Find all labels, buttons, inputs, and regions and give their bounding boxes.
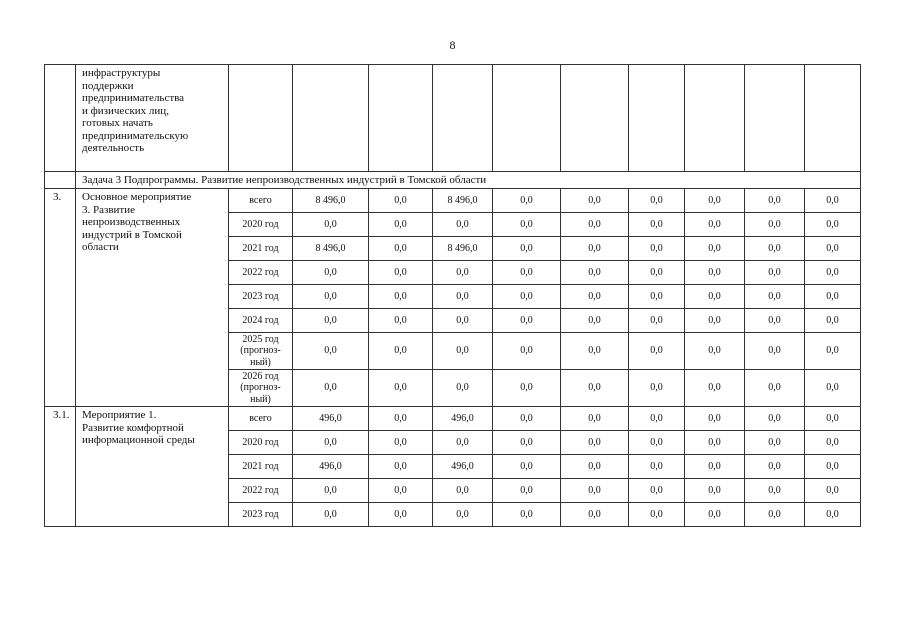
value-cell: 0,0 <box>433 479 493 503</box>
period-cell <box>229 65 293 172</box>
value-cell: 8 496,0 <box>293 237 369 261</box>
value-cell: 0,0 <box>629 407 685 431</box>
value-cell: 496,0 <box>293 455 369 479</box>
value-cell: 0,0 <box>293 309 369 333</box>
value-cell: 0,0 <box>629 261 685 285</box>
value-cell: 0,0 <box>561 213 629 237</box>
period-cell <box>229 431 293 455</box>
value-cell: 0,0 <box>369 261 433 285</box>
value-cell: 0,0 <box>629 213 685 237</box>
name-line: индустрий в Томской <box>82 228 182 241</box>
value-cell: 0,0 <box>745 333 805 370</box>
value-cell: 0,0 <box>745 407 805 431</box>
period-line: 2020 год <box>242 436 279 448</box>
value-cell: 0,0 <box>293 431 369 455</box>
value-cell: 0,0 <box>805 407 861 431</box>
value-cell: 0,0 <box>629 237 685 261</box>
value-cell: 0,0 <box>561 189 629 213</box>
value-cell <box>293 65 369 172</box>
value-cell: 0,0 <box>629 370 685 407</box>
value-cell: 0,0 <box>493 407 561 431</box>
value-cell: 0,0 <box>293 261 369 285</box>
value-cell: 8 496,0 <box>433 237 493 261</box>
period-cell <box>229 309 293 333</box>
value-cell: 0,0 <box>629 333 685 370</box>
period-line: 2021 год <box>242 242 279 254</box>
value-cell: 0,0 <box>685 407 745 431</box>
value-cell: 0,0 <box>685 479 745 503</box>
value-cell: 0,0 <box>433 370 493 407</box>
value-cell: 0,0 <box>745 213 805 237</box>
period-cell <box>229 455 293 479</box>
name-line: Основное мероприятие <box>82 191 192 203</box>
value-cell: 0,0 <box>561 285 629 309</box>
name-line: области <box>82 241 119 253</box>
value-cell: 0,0 <box>745 285 805 309</box>
value-cell: 0,0 <box>805 431 861 455</box>
period-line: 2026 год <box>242 370 279 382</box>
period-cell <box>229 285 293 309</box>
value-cell: 496,0 <box>433 455 493 479</box>
value-cell <box>493 65 561 172</box>
period-line: ный) <box>250 393 271 405</box>
value-cell: 0,0 <box>805 309 861 333</box>
value-cell: 0,0 <box>629 455 685 479</box>
value-cell: 0,0 <box>293 213 369 237</box>
value-cell: 0,0 <box>745 479 805 503</box>
period-cell <box>229 407 293 431</box>
value-cell: 0,0 <box>369 213 433 237</box>
value-cell: 0,0 <box>493 431 561 455</box>
value-cell <box>561 65 629 172</box>
value-cell: 0,0 <box>561 261 629 285</box>
value-cell: 0,0 <box>685 285 745 309</box>
value-cell: 0,0 <box>805 455 861 479</box>
value-cell: 0,0 <box>293 370 369 407</box>
value-cell: 0,0 <box>685 237 745 261</box>
value-cell: 0,0 <box>805 503 861 527</box>
value-cell: 0,0 <box>433 431 493 455</box>
period-cell <box>229 333 293 370</box>
value-cell: 0,0 <box>629 431 685 455</box>
value-cell: 0,0 <box>293 285 369 309</box>
value-cell: 0,0 <box>685 213 745 237</box>
value-cell: 0,0 <box>685 431 745 455</box>
value-cell: 0,0 <box>745 261 805 285</box>
period-cell <box>229 370 293 407</box>
period-line: 2021 год <box>242 460 279 472</box>
period-line: 2023 год <box>242 290 279 302</box>
value-cell: 0,0 <box>685 455 745 479</box>
period-line: 2024 год <box>242 314 279 326</box>
period-line: (прогноз- <box>240 382 281 394</box>
value-cell <box>629 65 685 172</box>
name-cell <box>76 407 229 527</box>
value-cell <box>369 65 433 172</box>
index-cell <box>45 65 76 172</box>
value-cell: 0,0 <box>293 333 369 370</box>
name-cell <box>76 189 229 407</box>
value-cell: 0,0 <box>493 213 561 237</box>
value-cell: 0,0 <box>629 479 685 503</box>
task-heading: Задача 3 Подпрограммы. Развитие непроизводственных индустрий в Томской области <box>76 172 861 189</box>
name-line: Мероприятие 1. <box>82 409 157 421</box>
value-cell: 496,0 <box>293 407 369 431</box>
value-cell: 0,0 <box>369 407 433 431</box>
value-cell: 8 496,0 <box>433 189 493 213</box>
name-line: информационной среды <box>82 434 195 446</box>
value-cell: 0,0 <box>493 309 561 333</box>
value-cell: 0,0 <box>629 503 685 527</box>
period-line: всего <box>249 194 272 206</box>
table-row <box>45 65 861 172</box>
value-cell: 0,0 <box>745 237 805 261</box>
value-cell: 0,0 <box>561 333 629 370</box>
value-cell: 0,0 <box>745 503 805 527</box>
value-cell: 0,0 <box>561 309 629 333</box>
name-line: и физических лиц, <box>82 104 169 117</box>
value-cell <box>433 65 493 172</box>
value-cell: 0,0 <box>369 237 433 261</box>
value-cell: 496,0 <box>433 407 493 431</box>
name-line: поддержки <box>82 79 134 92</box>
period-cell <box>229 479 293 503</box>
value-cell: 0,0 <box>433 213 493 237</box>
period-cell <box>229 237 293 261</box>
value-cell: 0,0 <box>369 189 433 213</box>
value-cell: 0,0 <box>369 285 433 309</box>
period-line: ный) <box>250 356 271 368</box>
period-cell <box>229 189 293 213</box>
value-cell: 0,0 <box>745 431 805 455</box>
value-cell: 0,0 <box>805 479 861 503</box>
period-line: 2022 год <box>242 266 279 278</box>
value-cell: 0,0 <box>493 333 561 370</box>
value-cell: 0,0 <box>561 237 629 261</box>
name-line: предпринимательства <box>82 92 185 104</box>
value-cell: 0,0 <box>805 285 861 309</box>
name-line: инфраструктуры <box>82 67 161 79</box>
value-cell: 0,0 <box>561 455 629 479</box>
value-cell: 0,0 <box>433 503 493 527</box>
value-cell: 0,0 <box>629 285 685 309</box>
value-cell: 0,0 <box>629 309 685 333</box>
period-cell <box>229 213 293 237</box>
value-cell: 0,0 <box>805 189 861 213</box>
period-line: 2022 год <box>242 484 279 496</box>
value-cell: 0,0 <box>561 503 629 527</box>
value-cell: 0,0 <box>493 503 561 527</box>
value-cell: 0,0 <box>805 370 861 407</box>
period-line: 2025 год <box>242 333 279 345</box>
table-row <box>45 189 861 213</box>
value-cell: 0,0 <box>685 503 745 527</box>
value-cell: 0,0 <box>369 333 433 370</box>
value-cell: 0,0 <box>805 237 861 261</box>
value-cell: 0,0 <box>433 309 493 333</box>
value-cell: 0,0 <box>369 431 433 455</box>
value-cell: 0,0 <box>805 261 861 285</box>
period-line: 2020 год <box>242 218 279 230</box>
value-cell <box>685 65 745 172</box>
value-cell: 0,0 <box>745 309 805 333</box>
value-cell: 0,0 <box>293 479 369 503</box>
index-cell: 3.1. <box>45 407 76 527</box>
value-cell: 0,0 <box>745 455 805 479</box>
name-line: непроизводственных <box>82 216 181 228</box>
value-cell: 0,0 <box>369 503 433 527</box>
value-cell: 0,0 <box>629 189 685 213</box>
period-cell <box>229 503 293 527</box>
value-cell: 0,0 <box>493 285 561 309</box>
name-line: Развитие комфортной <box>82 421 184 434</box>
value-cell: 0,0 <box>493 189 561 213</box>
value-cell: 0,0 <box>433 333 493 370</box>
value-cell: 0,0 <box>369 309 433 333</box>
value-cell: 0,0 <box>433 285 493 309</box>
value-cell: 0,0 <box>805 333 861 370</box>
value-cell: 0,0 <box>433 261 493 285</box>
name-cell <box>76 65 229 172</box>
value-cell: 0,0 <box>561 370 629 407</box>
page-number: 8 <box>449 38 456 52</box>
value-cell: 0,0 <box>685 309 745 333</box>
name-line: готовых начать <box>82 117 153 129</box>
value-cell: 0,0 <box>685 370 745 407</box>
period-line: 2023 год <box>242 508 279 520</box>
value-cell: 0,0 <box>745 189 805 213</box>
value-cell: 0,0 <box>685 333 745 370</box>
value-cell: 0,0 <box>493 479 561 503</box>
value-cell: 0,0 <box>685 189 745 213</box>
value-cell: 0,0 <box>745 370 805 407</box>
value-cell: 0,0 <box>369 479 433 503</box>
value-cell: 0,0 <box>561 431 629 455</box>
value-cell: 0,0 <box>369 455 433 479</box>
task-row <box>45 172 861 189</box>
value-cell: 0,0 <box>493 455 561 479</box>
value-cell: 0,0 <box>493 237 561 261</box>
value-cell: 8 496,0 <box>293 189 369 213</box>
name-line: 3. Развитие <box>82 203 136 216</box>
value-cell <box>805 65 861 172</box>
name-line: деятельность <box>82 142 145 154</box>
period-line: всего <box>249 412 272 424</box>
name-line: предпринимательскую <box>82 129 189 142</box>
table-row <box>45 407 861 431</box>
value-cell: 0,0 <box>369 370 433 407</box>
value-cell: 0,0 <box>493 370 561 407</box>
value-cell: 0,0 <box>493 261 561 285</box>
value-cell <box>745 65 805 172</box>
period-cell <box>229 261 293 285</box>
value-cell: 0,0 <box>293 503 369 527</box>
budget-table <box>44 64 861 527</box>
index-cell: 3. <box>45 189 76 407</box>
table-body <box>45 65 861 527</box>
value-cell: 0,0 <box>685 261 745 285</box>
value-cell: 0,0 <box>561 479 629 503</box>
value-cell: 0,0 <box>805 213 861 237</box>
period-line: (прогноз- <box>240 345 281 357</box>
value-cell: 0,0 <box>561 407 629 431</box>
index-cell <box>45 172 76 189</box>
